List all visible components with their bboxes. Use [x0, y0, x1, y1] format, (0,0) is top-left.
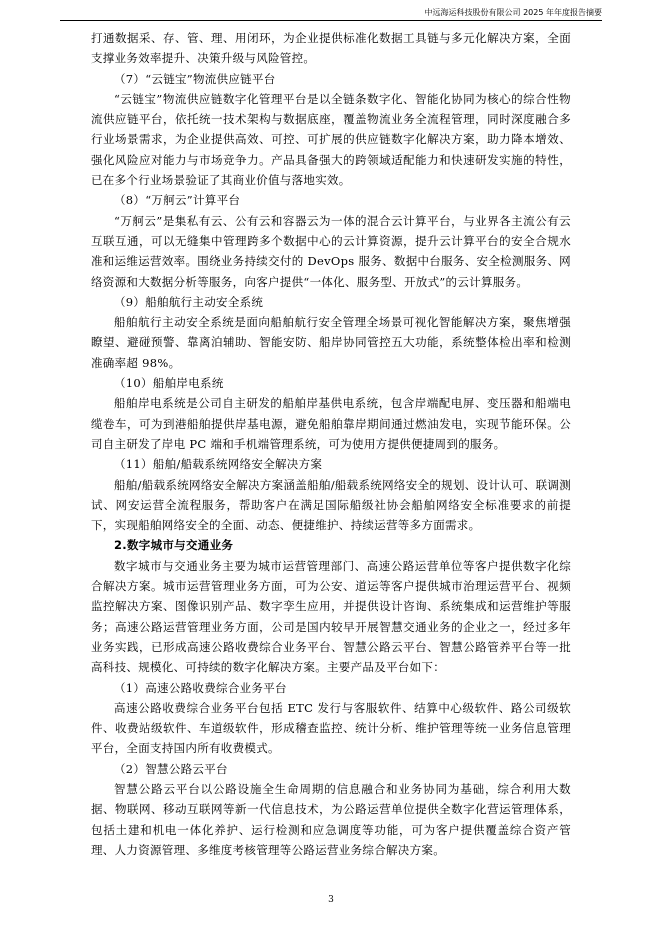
page-header: 中远海运科技股份有限公司 2025 年年度报告摘要 — [60, 0, 602, 21]
subsection-heading: （1）高速公路收费综合业务平台 — [114, 680, 287, 695]
paragraph: 数字城市与交通业务主要为城市运营管理部门、高速公路运营单位等客户提供数字化综合解决方案。城市运营管理业务方面，可为公安、道运等客户提供城市治理运营平台、视频监控解决方案、图像识别产品、数字孪生应用，并提供设计咨询、系统集成和运营维护等服务；高速公路运营管理业务方面，公司是国内较早开展智慧交通业务的企业之一，经过多年业务实践，已形成高速公路收费综合业务平台、智慧公路云平台、智慧公路管养平台等一批高科技、规模化、可持续的数字化解决方案。主要产品及平台如下： — [91, 558, 571, 675]
paragraph: 智慧公路云平台以公路设施全生命周期的信息融合和业务协同为基础，综合利用大数据、物联网、移动互联网等新一代信息技术，为公路运营单位提供全数字化营运管理体系，包括土建和机电一体化养护、运行检测和应急调度等功能，可为客户提供覆盖综合资产管理、人力资源管理、多维度考核管理等公路运营业务综合解决方案。 — [91, 781, 571, 857]
paragraph: 船舶航行主动安全系统是面向船舶航行安全管理全场景可视化智能解决方案，聚焦增强瞭望、避碰预警、靠离泊辅助、智能安防、船岸协同管控五大功能，系统整体检出率和检测准确率超 98%。 — [91, 315, 571, 370]
subsection-heading: （8）“万舸云”计算平台 — [114, 193, 241, 208]
subsection-heading: （10）船舶岸电系统 — [114, 376, 224, 391]
subsection-heading: （2）智慧公路云平台 — [114, 761, 228, 776]
paragraph: “万舸云”是集私有云、公有云和容器云为一体的混合云计算平台，与业界各主流公有云互联互通，可以无缝集中管理跨多个数据中心的云计算资源，提升云计算平台的安全合规水准和运维运营效率。围绕业务持续交付的 DevOps 服务、数据中台服务、安全检测服务、网络资源和大数据分析等服务，向客户提供“一体化、服务型、开放式”的云计算服务。 — [91, 213, 571, 289]
paragraph: 船舶岸电系统是公司自主研发的船舶岸基供电系统，包含岸端配电屏、变压器和船端电缆卷车，可为到港船舶提供岸基电源，避免船舶靠岸期间通过燃油发电，实现节能环保。公司自主研发了岸电 PC 端和手机端管理系统，可为使用方提供便捷周到的服务。 — [91, 396, 571, 451]
paragraph: “云链宝”物流供应链数字化管理平台是以全链条数字化、智能化协同为核心的综合性物流供应链平台，依托统一技术架构与数据底座，覆盖物流业务全流程管理，同时深度融合多行业场景需求，为企业提供高效、可控、可扩展的供应链数字化解决方案，助力降本增效、强化风险应对能力与市场竞争力。产品具备强大的跨领域适配能力和快速研发实施的特性，已在多个行业场景验证了其商业价值与落地实效。 — [91, 91, 571, 188]
paragraph: 打通数据采、存、管、理、用闭环，为企业提供标准化数据工具链与多元化解决方案，全面支撑业务效率提升、决策升级与风险管控。 — [91, 31, 571, 66]
page-body — [91, 28, 571, 860]
subsection-heading: （7）“云链宝”物流供应链平台 — [114, 71, 276, 86]
page-number: 3 — [328, 895, 334, 905]
subsection-heading: （9）船舶航行主动安全系统 — [114, 294, 264, 309]
section-heading: 2.数字城市与交通业务 — [114, 538, 234, 553]
subsection-heading: （11）船舶/船载系统网络安全解决方案 — [114, 457, 323, 472]
paragraph: 高速公路收费综合业务平台包括 ETC 发行与客服软件、结算中心级软件、路公司级软件、收费站级软件、车道级软件，形成稽查监控、统计分析、维护管理等统一业务信息管理平台，全面支持国内所有收费模式。 — [91, 700, 571, 756]
paragraph: 船舶/船载系统网络安全解决方案涵盖船舶/船载系统网络安全的规划、设计认可、联调测试、网安运营全流程服务，帮助客户在满足国际船级社协会船舶网络安全标准要求的前提下，实现船舶网络安全的全面、动态、便捷维护、持续运营等多方面需求。 — [91, 477, 571, 533]
